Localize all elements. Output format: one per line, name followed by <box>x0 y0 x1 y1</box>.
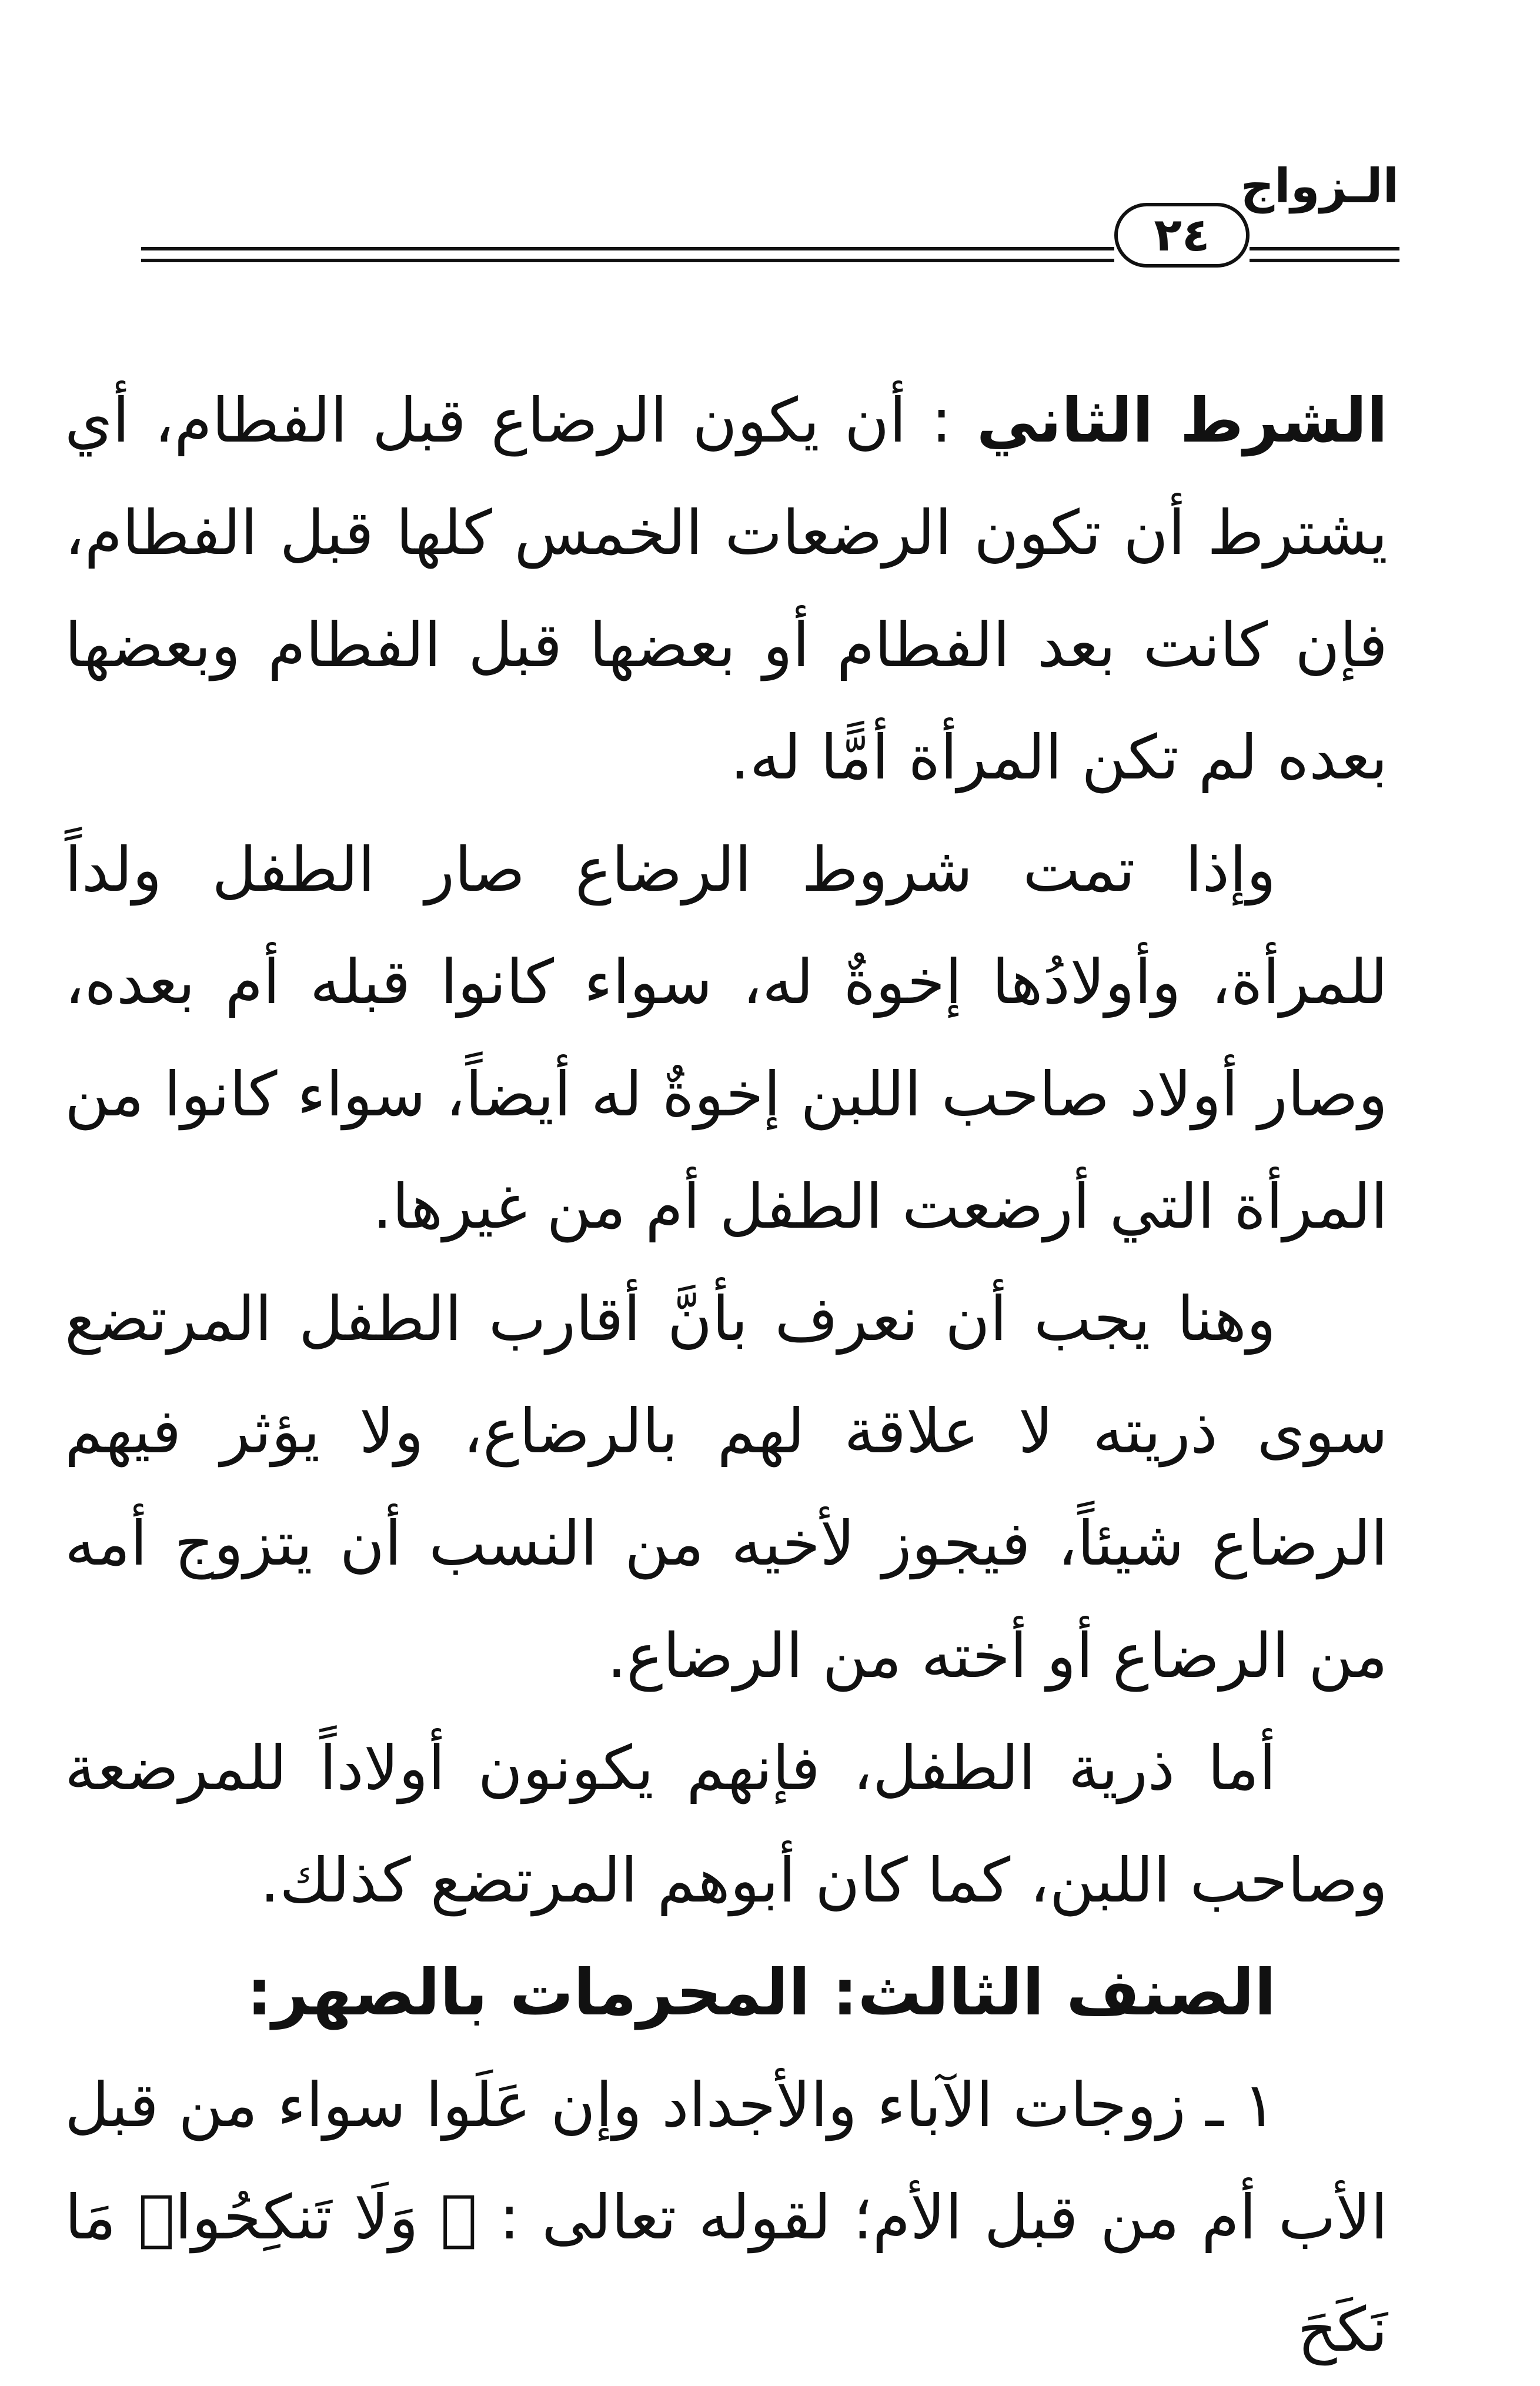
page-number <box>1114 203 1250 268</box>
page-number-text: ٢٤ <box>1154 209 1210 262</box>
paragraph: وهنا يجب أن نعرف بأنَّ أقارب الطفل المرتضع سوى ذريته لا علاقة لهم بالرضاع، ولا يؤثر فيهم الرضاع شيئاً، فيجوز لأخيه من النسب أن يتزوج أمه من الرضاع أو أخته من الرضاع. <box>65 1283 1388 1692</box>
header-rule <box>141 259 1114 262</box>
header-rule <box>1250 247 1399 250</box>
paragraph: ١ ـ زوجات الآباء والأجداد وإن عَلَوا سواء من قبل الأب أم من قبل الأم؛ لقوله تعالى : ﴿ وَلَا تَنكِحُوا۟ مَا نَكَحَ <box>65 2069 1388 2365</box>
paragraph-text: : أن يكون الرضاع قبل الفطام، أي يشترط أن تكون الرضعات الخمس كلها قبل الفطام، فإن كانت بعد الفطام أو بعضها قبل الفطام وبعضها بعده لم تكن المرأة أمًّا له. <box>65 385 1388 793</box>
section-heading: الصنف الثالث: المحرمات بالصهر: <box>246 1956 1276 2030</box>
paragraph: أما ذرية الطفل، فإنهم يكونون أولاداً للمرضعة وصاحب اللبن، كما كان أبوهم المرتضع كذلك. <box>65 1732 1388 1916</box>
header-rule <box>141 247 1114 250</box>
page-body <box>65 365 1388 2386</box>
page-header <box>0 0 1540 306</box>
paragraph <box>65 365 1388 814</box>
paragraph: وإذا تمت شروط الرضاع صار الطفل ولداً للمرأة، وأولادُها إخوةٌ له، سواء كانوا قبله أم بعده، وصار أولاد صاحب اللبن إخوةٌ له أيضاً، سواء كانوا من المرأة التي أرضعت الطفل أم من غيرها. <box>65 834 1388 1242</box>
header-rule <box>1250 259 1399 262</box>
condition-label: الشرط الثاني <box>976 385 1388 456</box>
running-title: الـزواج <box>1240 159 1399 213</box>
